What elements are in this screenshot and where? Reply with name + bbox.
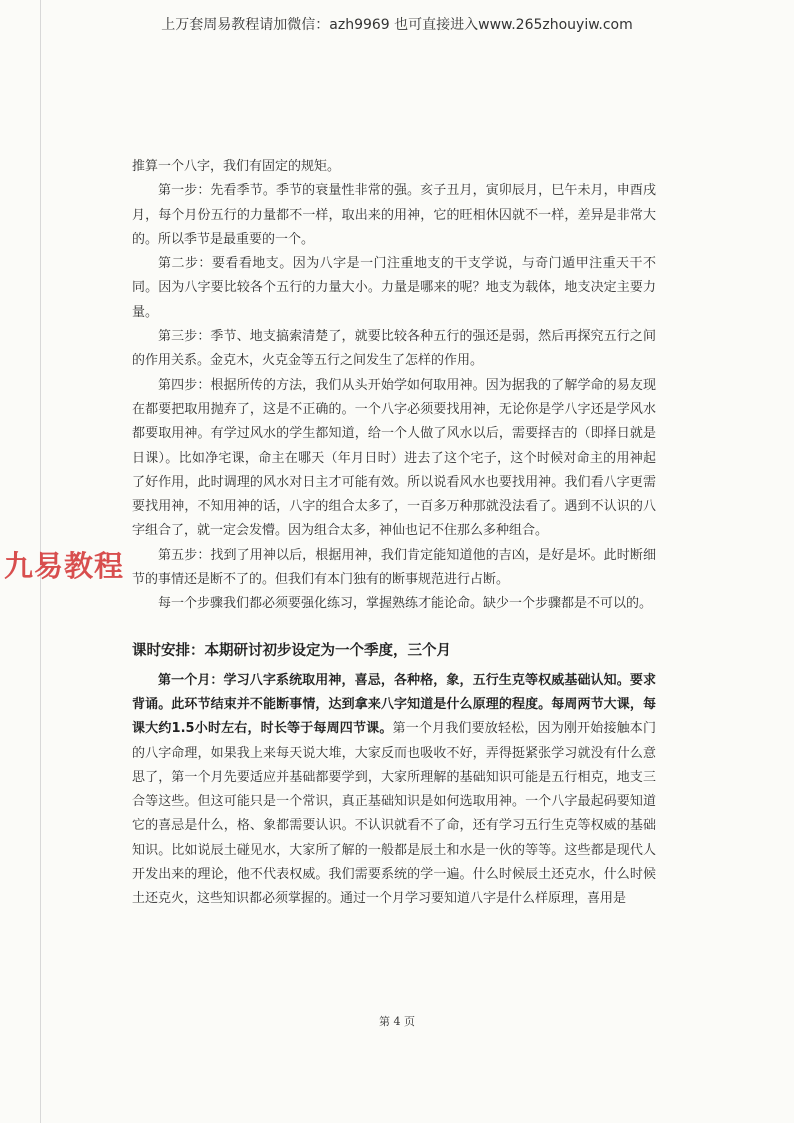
step-two-paragraph: 第二步：要看看地支。因为八字是一门注重地支的干支学说，与奇门遁甲注重天干不同。因为八字要比较各个五行的力量大小。力量是哪来的呢？地支为载体，地支决定主要力量。 — [132, 256, 656, 320]
step-four-paragraph: 第四步：根据所传的方法，我们从头开始学如何取用神。因为据我的了解学命的易友现在都要把取用抛弃了，这是不正确的。一个八字必须要找用神，无论你是学八字还是学风水都要取用神。有学过风水的学生都知道，给一个人做了风水以后，需要择吉的（即择日就是日课）。比如净宅课，命主在哪天（年月日时）进去了这个宅子，这个时候对命主的用神起了好作用，此时调理的风水对日主才可能有效。所以说看风水也要找用神。我们看八字更需要找用神，不知用神的话，八字的组合太多了，一百多万种那就没法看了。遇到不认识的八字组合了，就一定会发懵。因为组合太多，神仙也记不住那么多种组合。 — [132, 377, 656, 539]
step-five-paragraph: 第五步：找到了用神以后，根据用神，我们肯定能知道他的吉凶，是好是坏。此时断细节的事情还是断不了的。但我们有本门独有的断事规范进行占断。 — [132, 547, 656, 588]
month-one-text: 第一个月我们要放轻松，因为刚开始接触本门的八字命理，如果我上来每天说大堆，大家反而也吸收不好，弄得挺紧张学习就没有什么意思了，第一个月先要适应并基础都要学到，大家所理解的基础知识可能是五行相克，地支三合等这些。但这可能只是一个常识，真正基础知识是如何选取用神。一个八字最起码要知道它的喜忌是什么，格、象都需要认识。不认识就看不了命，还有学习五行生克等权威的基础知识。比如说辰土碰见水，大家所了解的一般都是辰土和水是一伙的等等。这些都是现代人开发出来的理论，他不代表权威。我们需要系统的学一遍。什么时候辰土还克水，什么时候土还克火，这些知识都必须掌握的。通过一个月学习要知道八字是什么样原理，喜用是 — [132, 721, 656, 907]
page-header: 上万套周易教程请加微信：azh9969 也可直接进入www.265zhouyiw.com — [161, 17, 633, 33]
schedule-heading: 课时安排：本期研讨初步设定为一个季度，三个月 — [132, 642, 451, 659]
practice-paragraph: 每一个步骤我们都必须要强化练习，掌握熟练才能论命。缺少一个步骤都是不可以的。 — [158, 596, 653, 612]
month-one-paragraph — [132, 669, 656, 912]
month-one-bold-intro: 第一个月：学习八字系统取用神，喜忌，各种格，象，五行生克等权威基础认知。要求背诵。此环节结束并不能断事情，达到拿来八字知道是什么原理的程度。每周两节大课，每课大约1.5小时左右，时长等于每周四节课。 — [132, 672, 656, 737]
intro-paragraph: 推算一个八字，我们有固定的规矩。 — [132, 159, 341, 174]
step-three-paragraph: 第三步：季节、地支搞索清楚了，就要比较各种五行的强还是弱，然后再探究五行之间的作用关系。金克木，火克金等五行之间发生了怎样的作用。 — [132, 329, 656, 369]
watermark-logo-text: 九易教程 — [4, 549, 125, 583]
page-body — [132, 155, 656, 912]
page-number: 第 4 页 — [379, 1015, 415, 1028]
step-one-paragraph: 第一步：先看季节。季节的衰量性非常的强。亥子丑月，寅卯辰月，巳午未月，申酉戌月，每个月份五行的力量都不一样，取出来的用神，它的旺相休囚就不一样，差异是非常大的。所以季节是最重要的一个。 — [132, 183, 656, 247]
